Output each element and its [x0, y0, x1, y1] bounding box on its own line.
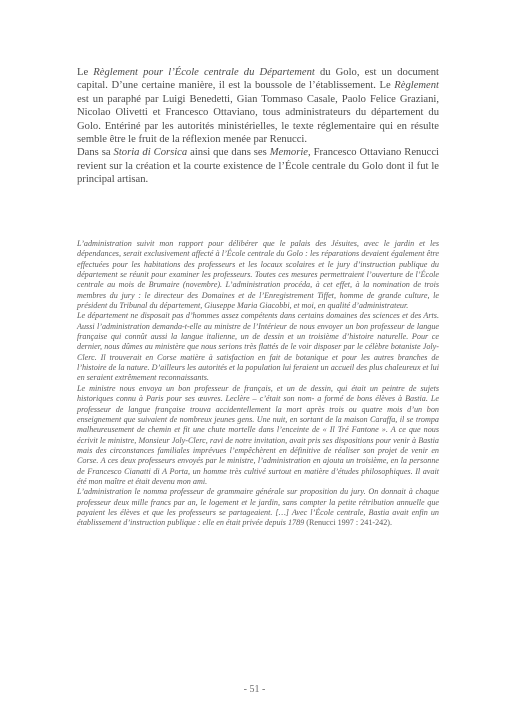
- quote-paragraph-4: [77, 487, 439, 528]
- page-number: - 51 -: [243, 684, 266, 695]
- intro-p2-title-memorie: Memorie: [269, 147, 308, 159]
- quote-citation: (Renucci 1997 : 241-242).: [304, 518, 393, 528]
- quote-paragraph-2: Le département ne disposait pas d’hommes assez compétents dans certains domaines des sciences et des Arts. Aussi l’administration demanda-t-elle au ministre de l’Intérieur de nous envoyer un bon professeur de langue française qui connût aussi la langue italienne, un de dessin et un troisième d’histoire naturelle. Pour ce dernier, nous dûmes au ministère que nous serions très flattés de le voir disposer par le célèbre botaniste Joly-Clerc. Il trouverait en Corse matière à satisfaction en fait de botanique et pour les autres branches de l’histoire de la nature. D’ailleurs les autorités et la population lui feraient un accueil des plus chaleureux et lui en seraient extrêmement reconnaissants.: [77, 311, 439, 383]
- intro-p1-text-e: est un paraphé par Luigi Benedetti, Gian Tommaso Casale, Paolo Felice Graziani, Nicolao Olivetti et Francesco Ottaviano, tous administrateurs du département du Golo. Entériné par les autorités ministérielles, le texte réglementaire qui en résulte semble être le fruit de la réflexion menée par Renucci.: [77, 93, 439, 146]
- quote-p4-text: L’administration le nomma professeur de grammaire générale sur proposition du jury. On donnait à chaque professeur deux mille francs par an, le logement et le jardin, sans compter la petite rétribution annuelle que payaient les élèves et que les professeurs se partageaient. […] Avec l’École centrale, Bastia avait enfin un établissement d’instruction publique : elle en était privée depuis 1789: [77, 487, 439, 528]
- quote-paragraph-3: Le ministre nous envoya un bon professeur de français, et un de dessin, qui était un peintre de sujets historiques connu à Paris pour ses œuvres. Leclère – c’était son nom- a formé de bons élèves à Bastia. Le professeur de langue française trouva accidentellement la mort après trois ou quatre mois d’un bon enseignement que suivaient de nombreux jeunes gens. Une nuit, en sortant de la maison Caraffa, il se trompa malheureusement de chemin et fit une chute mortelle dans l’enceinte de « Il Tré Fantone ». A ce que nous écrivit le ministre, Monsieur Joly-Clerc, ravi de notre invitation, avait pris ses dispositions pour venir à Bastia mais des circonstances familiales imprévues l’empêchèrent en définitive de réaliser son projet de venir en Corse. A ces deux professeurs envoyés par le ministre, l’administration en ajouta un troisième, en la personne de Francesco Cianatti di A Porta, un homme très cultivé surtout en matière d’études philosophiques. Il avait été mon maître et était devenu mon ami.: [77, 383, 439, 486]
- intro-p1-title-reglement: Règlement pour l’École centrale du Département: [93, 67, 315, 78]
- block-quote: [77, 239, 439, 529]
- intro-p1-title-reglement-short: Règlement: [394, 80, 439, 92]
- intro-text: [77, 66, 439, 187]
- intro-p2-text-a: Dans sa: [77, 147, 114, 159]
- intro-p2-text-c: ainsi que dans ses: [187, 147, 270, 159]
- intro-p2-title-storia: Storia di Corsica: [113, 147, 188, 159]
- intro-p2-text-e: , Francesco Ottaviano Renucci revient sur la création et la courte existence de l’École centrale du Golo dont il fut le principal artisan.: [77, 147, 439, 186]
- intro-paragraph-2: [77, 146, 439, 186]
- intro-p1-text-c: du Golo, est un document capital. D’une certaine manière, il est la boussole de l’établissement. Le: [77, 67, 439, 92]
- intro-paragraph-1: [77, 66, 439, 146]
- intro-p1-text-a: Le: [77, 67, 94, 78]
- quote-paragraph-1: L’administration suivit mon rapport pour délibérer que le palais des Jésuites, avec le jardin et les dépendances, serait exclusivement affecté à l’École centrale du Golo : les réparations devaient également être effectuées pour les habitations des professeurs et les locaux scolaires et le jury d’instruction publique du département se réunit pour examiner les professeurs. Toutes ces mesures permettraient l’ouverture de l’École centrale au mois de Brumaire (novembre). L’administration procéda, à cet effet, à la nomination de trois membres du jury : le directeur des Domaines et de l’Enregistrement Tiffet, homme de grande culture, le président du Tribunal du département, Giuseppe Maria Giacobbi, et moi, en qualité d’administrateur.: [77, 239, 439, 311]
